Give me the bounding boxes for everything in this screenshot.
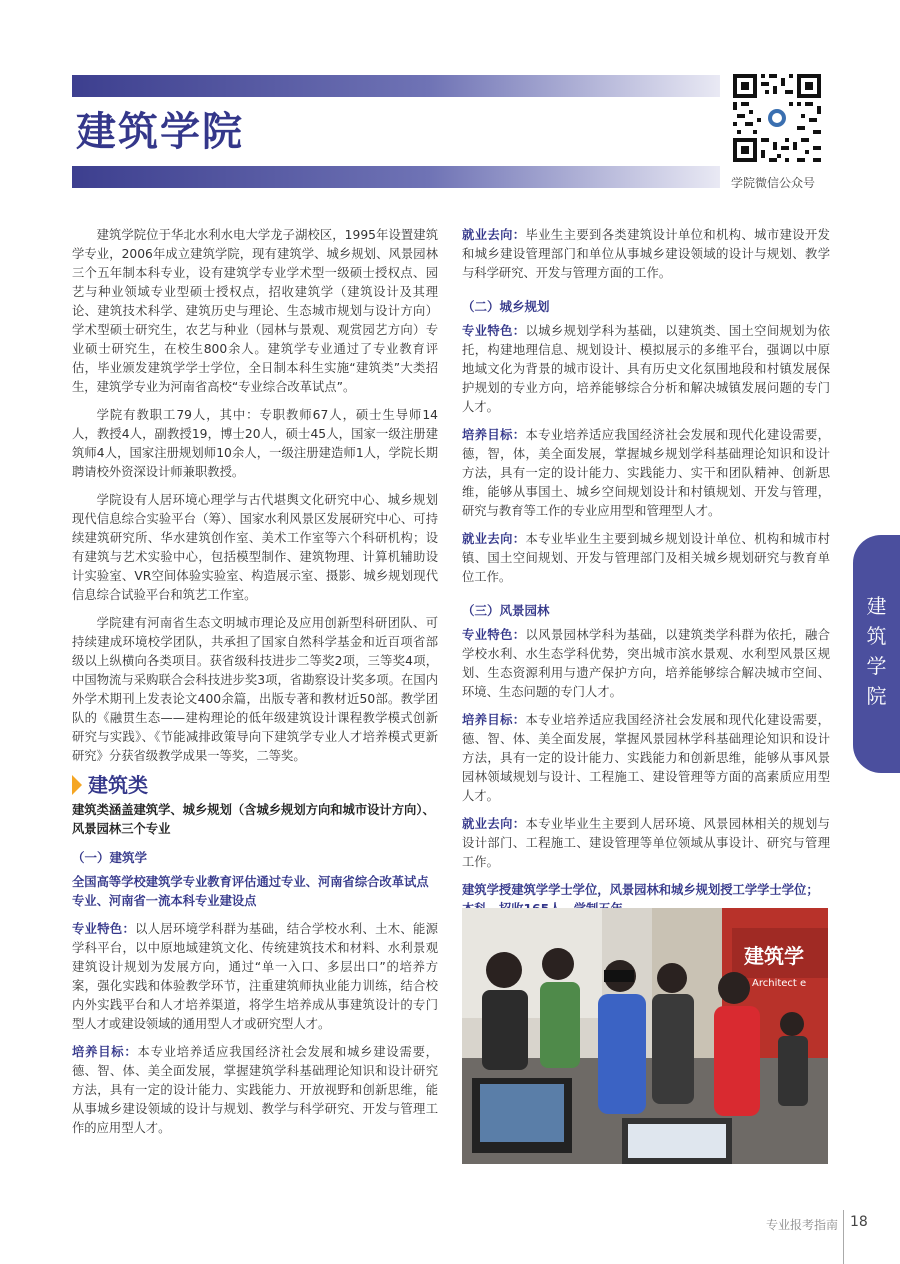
section-title: 建筑类	[88, 772, 148, 797]
students-vr-photo	[462, 908, 828, 1164]
major2-job: 就业去向：本专业毕业生主要到城乡规划设计单位、机构和城市村镇、国土空间规划、开发与管理部门及相关城乡规划研究与教育单位工作。	[462, 532, 830, 584]
intro-paragraph-4: 学院建有河南省生态文明城市理论及应用创新型科研团队、可持续建成环境校学团队，共承担了国家自然科学基金和近百项省部级以上纵横向各类项目。获省级科技进步二等奖2项，三等奖4项，中国物流与采购联合会科技进步奖3项，省勘察设计奖多项。在国内外学术期刊上发表论文400余篇，出版专著和教材近50部。教学团队的《融贯生态——建构理论的低年级建筑设计课程教学模式创新研究与实践》、《节能减排政策导向下建筑学专业人才培养模式更新研究》分获省级教学成果一等奖，二等奖。	[72, 616, 438, 763]
major2-feature: 专业特色：以城乡规划学科为基础，以建筑类、国土空间规划为依托，构建地理信息、规划设计、模拟展示的多维平台，强调以中原地域文化为背景的城市设计、具有历史文化氛围地段和村镇发展保护规划的专业方向，培养能够综合分析和解决城镇发展问题的专门人才。	[462, 324, 830, 414]
triangle-bullet-icon	[72, 775, 82, 795]
photo-sign-subtext: Architect e	[752, 978, 807, 989]
major3-job: 就业去向：本专业毕业生主要到人居环境、风景园林相关的规划与设计部门、工程施工、建设管理等单位领域从事设计、研究与管理工作。	[462, 817, 830, 869]
right-column	[462, 226, 830, 928]
major1-job: 就业去向：毕业生主要到各类建筑设计单位和机构、城市建设开发和城乡建设管理部门和单位从事城乡建设领域的设计与规划、教学与科学研究、开发与管理方面的工作。	[462, 228, 830, 280]
page-title: 建筑学院	[76, 109, 244, 155]
section-heading	[72, 772, 438, 797]
header-gradient-bar-bottom	[72, 166, 720, 188]
left-column	[72, 226, 438, 1147]
intro-paragraph-2: 学院有教职工79人，其中：专职教师67人，硕士生导师14人，教授4人，副教授19，博士20人，硕士45人，国家一级注册建筑师4人，国家注册规划师10余人，一级注册建造师1人，学院长期聘请校外资深设计师兼职教授。	[72, 408, 438, 479]
footer-guide-label: 专业报考指南	[766, 1218, 839, 1232]
major2-goal: 培养目标：本专业培养适应我国经济社会发展和现代化建设需要，德，智，体，美全面发展，掌握城乡规划学科基础理论知识和设计方法，具有一定的设计能力、实践能力、实干和团队精神、创新思维，能够从事国土、城乡空间规划设计和村镇规划、开发与管理，研究与教育等工作的专业应用型和管理型人才。	[462, 428, 830, 518]
major-heading-urban-planning: （二）城乡规划	[462, 299, 550, 314]
major1-feature: 专业特色：以人居环境学科群为基础，结合学校水利、土木、能源学科平台，以中原地域建筑文化、传统建筑技术和材料、水利景观建筑设计规划为发展方向，通过“单一入口、多层出口”的培养方案，强化实践和体验教学环节，注重建筑师执业能力训练，结合校内外实践平台和人才培养渠道，将学生培养成从事建筑设计的专门型人才或建设领域的通用型人才或研究型人才。	[72, 922, 438, 1031]
photo-sign-text: 建筑学	[744, 944, 804, 968]
intro-paragraph-1: 建筑学院位于华北水利水电大学龙子湖校区，1995年设置建筑学专业，2006年成立建筑学院，现有建筑学、城乡规划、风景园林三个五年制本科专业，设有建筑学专业学术型一级硕士授权点、园艺与种业领域专业型硕士授权点，招收建筑学（建筑设计及其理论、建筑技术科学、建筑历史与理论、生态城市规划与设计方向）学术型硕士研究生，农艺与种业（园林与景观、观赏园艺方向）专业硕士研究生，在校生800余人。建筑学专业通过了专业教育评估，毕业颁发建筑学学士学位，全日制本科生实施“建筑类”大类招生，建筑学专业为河南省高校“专业综合改革试点”。	[72, 228, 438, 394]
page-number: 18	[850, 1214, 868, 1230]
qr-caption: 学院微信公众号	[731, 176, 816, 190]
major3-feature: 专业特色：以风景园林学科为基础，以建筑类学科群为依托，融合学校水利、水生态学科优势，突出城市滨水景观、水利型风景区规划、生态资源利用与遗产保护方向，培养能够综合解决城市空间、环境、生态问题的专门人才。	[462, 628, 830, 699]
major3-goal: 培养目标：本专业培养适应我国经济社会发展和现代化建设需要，德、智、体、美全面发展，掌握风景园林学科基础理论知识和设计方法，具有一定的设计能力、实践能力和创新思维，能够从事风景园林领域规划与设计、工程施工、建设管理等方面的高素质应用型人才。	[462, 713, 830, 803]
side-tab[interactable]	[853, 535, 900, 773]
major1-goal: 培养目标：本专业培养适应我国经济社会发展和城乡建设需要，德、智、体、美全面发展，掌握建筑学科基础理论知识和设计研究方法，具有一定的设计能力、实践能力、开放视野和创新思维，能从事城乡建设领域的设计与规划、教学与科学研究、开发与管理工作的应用型人才。	[72, 1045, 438, 1135]
side-tab-label: 建筑学院	[866, 594, 887, 708]
intro-paragraph-3: 学院设有人居环境心理学与古代堪舆文化研究中心、城乡规划现代信息综合实验平台（筹）、国家水利风景区发展研究中心、可持续建筑研究所、华水建筑创作室、美术工作室等六个科研机构；设有建筑与艺术实验中心，包括模型制作、建筑物理、计算机辅助设计实验室、VR空间体验实验室、构造展示室、摄影、城乡规划现代信息综合试验平台和筑艺工作室。	[72, 493, 438, 602]
qr-code-icon[interactable]	[731, 72, 823, 164]
major-honors: 全国高等学校建筑学专业教育评估通过专业、河南省综合改革试点专业、河南省一流本科专业建设点	[72, 875, 429, 908]
header-gradient-bar-top	[72, 75, 720, 97]
major-heading-landscape: （三）风景园林	[462, 603, 550, 618]
section-description: 建筑类涵盖建筑学、城乡规划（含城乡规划方向和城市设计方向）、风景园林三个专业	[72, 803, 435, 836]
major-heading-architecture: （一）建筑学	[72, 850, 148, 865]
degree-info: 建筑学授建筑学学士学位，风景园林和城乡规划授工学学士学位；	[462, 883, 819, 897]
footer-divider	[843, 1210, 844, 1264]
